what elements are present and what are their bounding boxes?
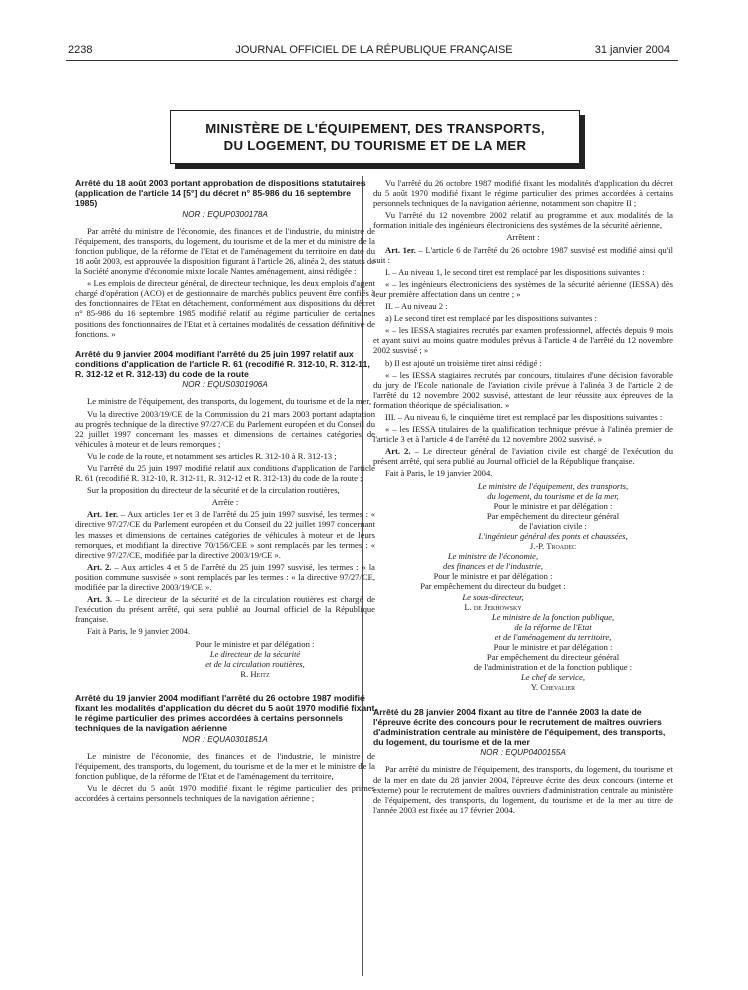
quoted-paragraph: « – les IESSA stagiaires recrutés par concours, titulaires d'une décision favorable du jury de l'Ecole nationale de l'aviation civile prévue à l'alinéa 3 de l'article 2 de l'arrêté du 12 novembre 2002 susvisé, attestant de leur réussite aux épreuves de la formation théorique de spécialisation. » — [373, 369, 673, 410]
article-paragraph: Art. 2. – Le directeur général de l'aviation civile est chargé de l'exécution du présent arrêté, qui sera publié au Journal officiel de la République française. — [373, 446, 674, 467]
quoted-paragraph: « – les ingénieurs électroniciens des systèmes de la sécurité aérienne (IESSA) dès leur première affectation dans un centre ; » — [373, 278, 673, 299]
ministry-line-1: MINISTÈRE DE L'ÉQUIPEMENT, DES TRANSPORTS, — [205, 121, 545, 136]
arrete-heading: Arrête : — [211, 497, 239, 508]
article-title: Arrêté du 18 août 2003 portant approbation de dispositions statutaires (application de l'article 14 [5°] du décret n° 85-986 du 16 septembre 1985) — [75, 178, 366, 209]
signature-line: Par empêchement du directeur du budget : — [420, 581, 566, 592]
signature-line: Le sous-directeur, — [462, 591, 524, 602]
paragraph: Par arrêté du ministre de l'économie, des finances et de l'industrie, du ministre de l'équipement, des transports, du logement, du tourisme et de la mer et du ministre de la fonction publique, de la réforme de l'Etat et de l'aménagement du territoire en date du 18 août 2003, est approuvée la disposition figurant à l'article 26, alinéa 2, des statuts de la Société anonyme d'économie mixte locale Nantes aménagement, ainsi rédigée : — [75, 225, 375, 277]
signature-line: de la réforme de l'Etat — [514, 621, 592, 632]
paragraph: Vu le décret du 5 août 1970 modifié fixant le régime particulier des primes accordées à certains personnels techniques de la navigation aérienne ; — [75, 783, 375, 804]
signature-line: et de l'aménagement du territoire, — [494, 631, 612, 642]
header-rule — [66, 60, 678, 61]
article-paragraph: Art. 1er. – L'article 6 de l'arrêté du 26 octobre 1987 susvisé est modifié ainsi qu'il suit : — [373, 244, 673, 265]
nor-reference: NOR : EQUP0400155A — [480, 748, 566, 758]
signature-line: Pour le ministre et par délégation : — [433, 571, 553, 582]
paragraph: III. – Au niveau 6, le cinquième tiret est remplacé par les dispositions suivantes : — [385, 411, 663, 422]
quoted-paragraph: « – les IESSA stagiaires recrutés par examen professionnel, affectés depuis 9 mois et ayant suivi au moins quatre modules prévus à l'article 4 de l'arrêté du 12 novembre 2002 susvisé ; » — [373, 325, 673, 356]
signature-line: de l'administration et de la fonction publique : — [473, 662, 633, 673]
article-title: Arrêté du 9 janvier 2004 modifiant l'arrêté du 25 juin 1997 relatif aux conditions d'application de l'article R. 61 (recodifié R. 312-10, R. 312-11, R. 312-12 et R. 312-13) du code de la route — [75, 348, 370, 380]
paragraph: Le ministre de l'équipement, des transports, du logement, du tourisme et de la mer, — [87, 396, 372, 407]
paragraph: Vu la directive 2003/19/CE de la Commission du 21 mars 2003 portant adaptation au progrès technique de la directive 97/27/CE du Parlement européen et du Conseil du 22 juillet 1997 concernant les masses et dimensions de certaines catégories de véhicules à moteur et de leurs remorques ; — [75, 408, 375, 449]
page-header — [0, 44, 748, 60]
signature-line: Le directeur de la sécurité — [209, 648, 301, 659]
signature-place-date: Fait à Paris, le 19 janvier 2004. — [385, 468, 493, 479]
article-paragraph: Art. 3. – Le directeur de la sécurité et de la circulation routières est chargé de l'exécution du présent arrêté, qui sera publié au Journal officiel de la République française. — [75, 594, 375, 625]
signature-line: Par empêchement du directeur général — [486, 652, 620, 663]
signatory-name: R. Heitz — [240, 668, 270, 679]
quoted-paragraph: « – les IESSA titulaires de la qualification technique prévue à l'alinéa premier de l'article 3 et à l'article 4 de l'arrêté du 12 novembre 2002 susvisé. » — [373, 424, 673, 445]
paragraph: Vu l'arrêté du 12 novembre 2002 relatif au programme et aux modalités de la formation initiale des ingénieurs électroniciens des systèmes de la sécurité aérienne, — [373, 210, 673, 231]
signature-line: Le chef de service, — [521, 672, 585, 683]
ministry-line-2: DU LOGEMENT, DU TOURISME ET DE LA MER — [223, 138, 527, 153]
signature-line: et de la circulation routières, — [205, 658, 305, 669]
paragraph: I. – Au niveau 1, le second tiret est remplacé par les dispositions suivantes : — [385, 266, 645, 277]
paragraph: a) Le second tiret est remplacé par les dispositions suivantes : — [385, 313, 597, 324]
nor-reference: NOR : EQUA0301851A — [182, 734, 268, 744]
signature-line: Le ministre de l'équipement, des transports, — [477, 480, 629, 491]
signature-line: Par empêchement du directeur général — [486, 510, 620, 521]
nor-reference: NOR : EQUP0300178A — [182, 209, 268, 219]
paragraph: « Les emplois de directeur général, de directeur technique, les deux emplois d'agent chargé d'opération (ACO) et de gestionnaire de marchés publics peuvent être confiés à des fonctionnaires de l'Etat en détachement, conformément aux dispositions du décret n° 85-986 du 16 septembre 1985 modifié relatif au régime particulier de certaines positions des fonctionnaires de l'Etat et à certaines modalités de cessation définitive de fonctions. » — [75, 278, 375, 339]
paragraph: II. – Au niveau 2 : — [385, 301, 448, 312]
article-paragraph: Art. 1er. – Aux articles 1er et 3 de l'arrêté du 25 juin 1997 susvisé, les termes : « directive 97/27/CE du Parlement européen et du Conseil du 22 juillet 1997 concernant les masses et dimensions de certaines catégories de véhicules à moteur et de leurs remorques, et modifiant la directive 70/156/CEE » sont remplacés par les termes : « directive 97/27/CE, modifiée par la directive 2003/19/CE ». — [75, 509, 376, 560]
paragraph: Vu le code de la route, et notamment ses articles R. 312-10 à R. 312-13 ; — [87, 450, 337, 461]
signatory-name: L. de Jekhowsky — [464, 601, 522, 612]
signature-line: du logement, du tourisme et de la mer, — [487, 490, 619, 501]
paragraph: Vu l'arrêté du 26 octobre 1987 modifié fixant les modalités d'application du décret du 5 août 1970 modifié fixant le régime particulier des primes accordées à certains personnels techniques de la navigation aérienne, notamment son chapitre II ; — [373, 178, 673, 209]
signature-line: Le ministre de l'économie, — [447, 551, 539, 562]
paragraph: Vu l'arrêté du 25 juin 1997 modifié relatif aux conditions d'application de l'article R. 61 (recodifié R. 312-10, R. 312-11, R. 312-12 et R. 312-13) du code de la route ; — [75, 463, 375, 484]
signatory-name: J.-P. Troadec — [529, 541, 577, 552]
paragraph: Par arrêté du ministre de l'équipement, des transports, du logement, du tourisme et de la mer en date du 28 janvier 2004, l'épreuve écrite des deux concours (interne et externe) pour le recrutement de maîtres ouvriers d'administration centrale au ministère de l'équipement, des transports, du logement, du tourisme et de la mer au titre de l'année 2003 est fixée au 17 février 2004. — [373, 764, 673, 815]
journal-title: JOURNAL OFFICIEL DE LA RÉPUBLIQUE FRANÇAISE — [235, 44, 513, 56]
page-number: 2238 — [68, 44, 93, 56]
signature-line: Pour le ministre et par délégation : — [493, 642, 613, 653]
article-title: Arrêté du 19 janvier 2004 modifiant l'arrêté du 26 octobre 1987 modifié fixant les modalités d'application du décret du 5 août 1970 modifié fixant le régime particulier des primes accordées à certains personnels techniques de la navigation aérienne — [75, 692, 375, 734]
right-column — [373, 178, 673, 817]
signature-line: de l'aviation civile : — [519, 520, 587, 531]
paragraph: b) Il est ajouté un troisième tiret ainsi rédigé : — [385, 357, 542, 368]
signature-line: des finances et de l'industrie, — [443, 561, 543, 572]
paragraph: Le ministre de l'économie, des finances et de l'industrie, le ministre de l'équipement, des transports, du logement, du tourisme et de la mer et le ministre de la fonction publique, de la réforme de l'Etat et de l'aménagement du territoire, — [75, 750, 375, 781]
signature-line: Le ministre de la fonction publique, — [491, 611, 615, 622]
nor-reference: NOR : EQUS0301906A — [182, 380, 268, 390]
article-paragraph: Art. 2. – Aux articles 4 et 5 de l'arrêté du 25 juin 1997 susvisé, les termes : « la position commune susvisée » sont remplacés par les termes : « la directive 97/27/CE, modifiée par la directive 2003/19/CE ». — [75, 561, 375, 593]
signatory-name: Y. Chevalier — [530, 682, 576, 693]
ministry-banner — [170, 110, 580, 164]
arretent-heading: Arrêtent : — [506, 232, 540, 243]
signature-line: Pour le ministre et par délégation : — [195, 638, 315, 649]
article-title: Arrêté du 28 janvier 2004 fixant au titre de l'année 2003 la date de l'épreuve écrite des concours pour le recrutement de maîtres ouvriers d'administration centrale au ministère de l'équipement, des transports, du logement, du tourisme et de la mer — [373, 706, 666, 748]
paragraph: Sur la proposition du directeur de la sécurité et de la circulation routières, — [87, 485, 340, 496]
signature-line: Pour le ministre et par délégation : — [493, 500, 613, 511]
signature-line: L'ingénieur général des ponts et chaussées, — [478, 531, 628, 541]
issue-date: 31 janvier 2004 — [594, 44, 670, 56]
left-column — [75, 178, 375, 805]
signature-place-date: Fait à Paris, le 9 janvier 2004. — [87, 626, 191, 637]
